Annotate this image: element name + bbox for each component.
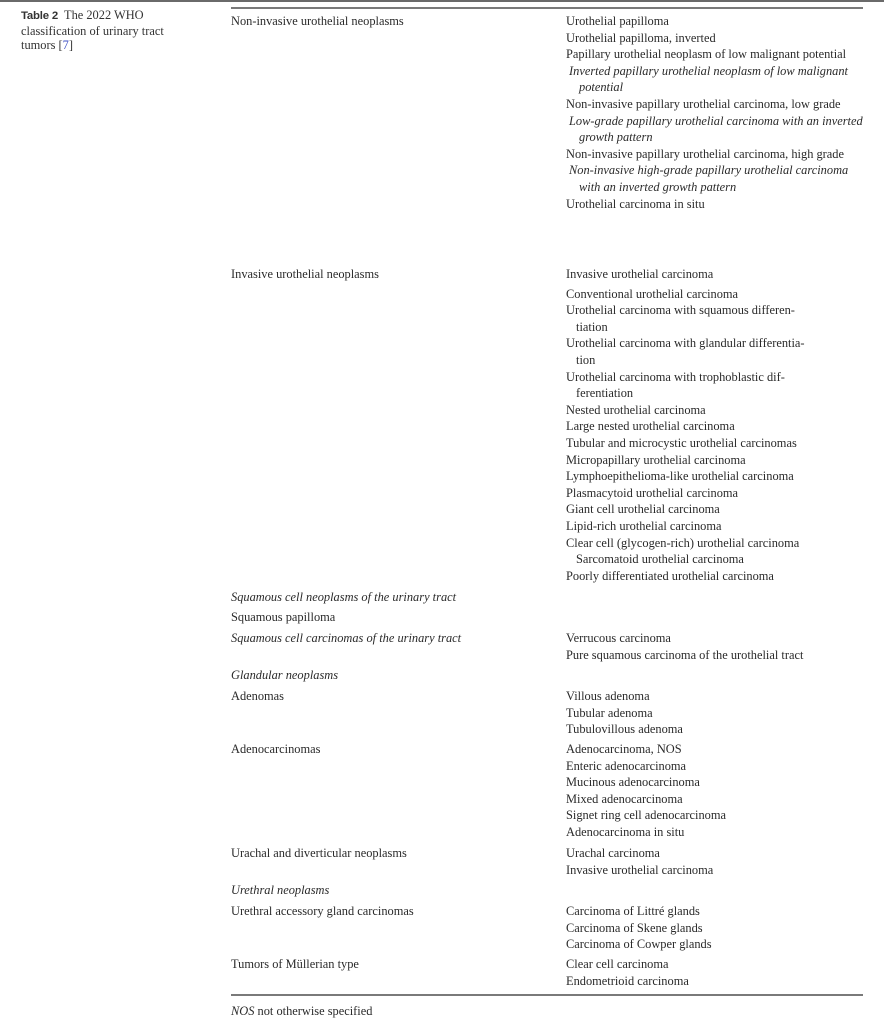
list-item: Carcinoma of Skene glands — [566, 920, 703, 935]
row-items — [566, 845, 863, 878]
list-item: Endometrioid carcinoma — [566, 973, 689, 988]
list-item: Adenocarcinoma, NOS — [566, 742, 682, 756]
row-items — [566, 956, 863, 989]
list-item: Enteric adenocarcinoma — [566, 758, 687, 773]
list-item: Urothelial papilloma — [566, 14, 669, 28]
list-item: Inverted papillary urothelial neoplasm of low malignant potential — [569, 63, 848, 95]
list-item: Poorly differentiated urothelial carcinoma — [566, 568, 774, 583]
list-item: Verrucous carcinoma — [566, 631, 671, 645]
list-item: Non-invasive papillary urothelial carcinoma, low grade — [566, 96, 841, 111]
list-item: Lymphoepithelioma-like urothelial carcinoma — [566, 469, 794, 484]
table-title: The 2022 WHO classification of urinary tract tumors — [21, 8, 164, 53]
list-item: Papillary urothelial neoplasm of low malignant potential — [566, 47, 847, 62]
row-items — [566, 630, 863, 663]
row-category: Squamous cell carcinomas of the urinary tract — [231, 631, 462, 645]
list-item: Urothelial carcinoma with glandular differentia- tion — [566, 336, 805, 367]
list-item: Giant cell urothelial carcinoma — [566, 502, 720, 517]
list-item: Non-invasive high-grade papillary urothelial carcinoma with an inverted growth pattern — [569, 163, 849, 194]
row-category: Urethral neoplasms — [231, 883, 330, 897]
citation-link[interactable]: 7 — [62, 38, 69, 53]
row-category: Squamous cell neoplasms of the urinary tract — [231, 590, 457, 604]
footnote-text: not otherwise specified — [254, 1004, 373, 1018]
list-item: Signet ring cell adenocarcinoma — [566, 808, 726, 823]
list-item: Urothelial carcinoma in situ — [566, 196, 705, 211]
table-bottom-rule — [231, 994, 863, 996]
row-category: Urethral accessory gland carcinomas — [231, 904, 414, 918]
row-category: Adenocarcinomas — [231, 742, 321, 756]
list-item: Carcinoma of Littré glands — [566, 904, 700, 918]
row-category: Tumors of Müllerian type — [231, 957, 359, 971]
row-items — [566, 903, 863, 953]
page-top-border — [0, 0, 884, 2]
list-item: Large nested urothelial carcinoma — [566, 419, 735, 434]
table-footnote — [231, 1004, 372, 1019]
list-item: Lipid-rich urothelial carcinoma — [566, 518, 722, 533]
list-item: Tubulovillous adenoma — [566, 722, 683, 737]
row-category: Glandular neoplasms — [231, 668, 339, 682]
citation-open: [ — [58, 38, 63, 53]
row-category: Urachal and diverticular neoplasms — [231, 846, 407, 860]
table-caption — [21, 8, 201, 53]
list-item: Conventional urothelial carcinoma — [566, 286, 739, 301]
list-item: Urothelial carcinoma with squamous differen- tiation — [566, 303, 795, 334]
table-label: Table 2 — [21, 10, 59, 22]
list-item: Nested urothelial carcinoma — [566, 402, 706, 417]
list-item: Sarcomatoid urothelial carcinoma — [576, 552, 744, 567]
list-item: Invasive urothelial carcinoma — [566, 862, 714, 877]
row-category: Non-invasive urothelial neoplasms — [231, 14, 404, 28]
list-item: Mucinous adenocarcinoma — [566, 775, 700, 790]
row-category: Invasive urothelial neoplasms — [231, 267, 379, 281]
list-item: Non-invasive papillary urothelial carcinoma, high grade — [566, 146, 845, 161]
table-top-rule — [231, 7, 863, 9]
list-item: Clear cell carcinoma — [566, 957, 669, 971]
list-item: Urothelial carcinoma with trophoblastic dif- ferentiation — [566, 369, 785, 401]
row-items — [566, 688, 863, 738]
list-item: Tubular adenoma — [566, 705, 653, 720]
citation-close: ] — [68, 38, 74, 53]
list-item: Pure squamous carcinoma of the urothelial tract — [566, 647, 804, 662]
list-item: Mixed adenocarcinoma — [566, 791, 683, 806]
row-items — [566, 741, 863, 841]
list-item: Carcinoma of Cowper glands — [566, 937, 712, 952]
row-items — [566, 266, 863, 584]
row-items — [566, 13, 863, 212]
list-item: Tubular and microcystic urothelial carcinomas — [566, 435, 797, 450]
list-item: Adenocarcinoma in situ — [566, 824, 685, 839]
list-item: Plasmacytoid urothelial carcinoma — [566, 485, 739, 500]
list-item: Invasive urothelial carcinoma — [566, 267, 714, 281]
list-item: Urachal carcinoma — [566, 846, 660, 860]
footnote-abbreviation: NOS — [231, 1004, 255, 1018]
row-category: Squamous papilloma — [231, 610, 336, 624]
list-item: Villous adenoma — [566, 689, 650, 703]
list-item: Clear cell (glycogen-rich) urothelial carcinoma — [566, 535, 800, 550]
list-item: Micropapillary urothelial carcinoma — [566, 452, 746, 467]
row-category: Adenomas — [231, 689, 284, 703]
list-item: Low-grade papillary urothelial carcinoma with an inverted growth pattern — [569, 113, 863, 145]
list-item: Urothelial papilloma, inverted — [566, 30, 716, 45]
